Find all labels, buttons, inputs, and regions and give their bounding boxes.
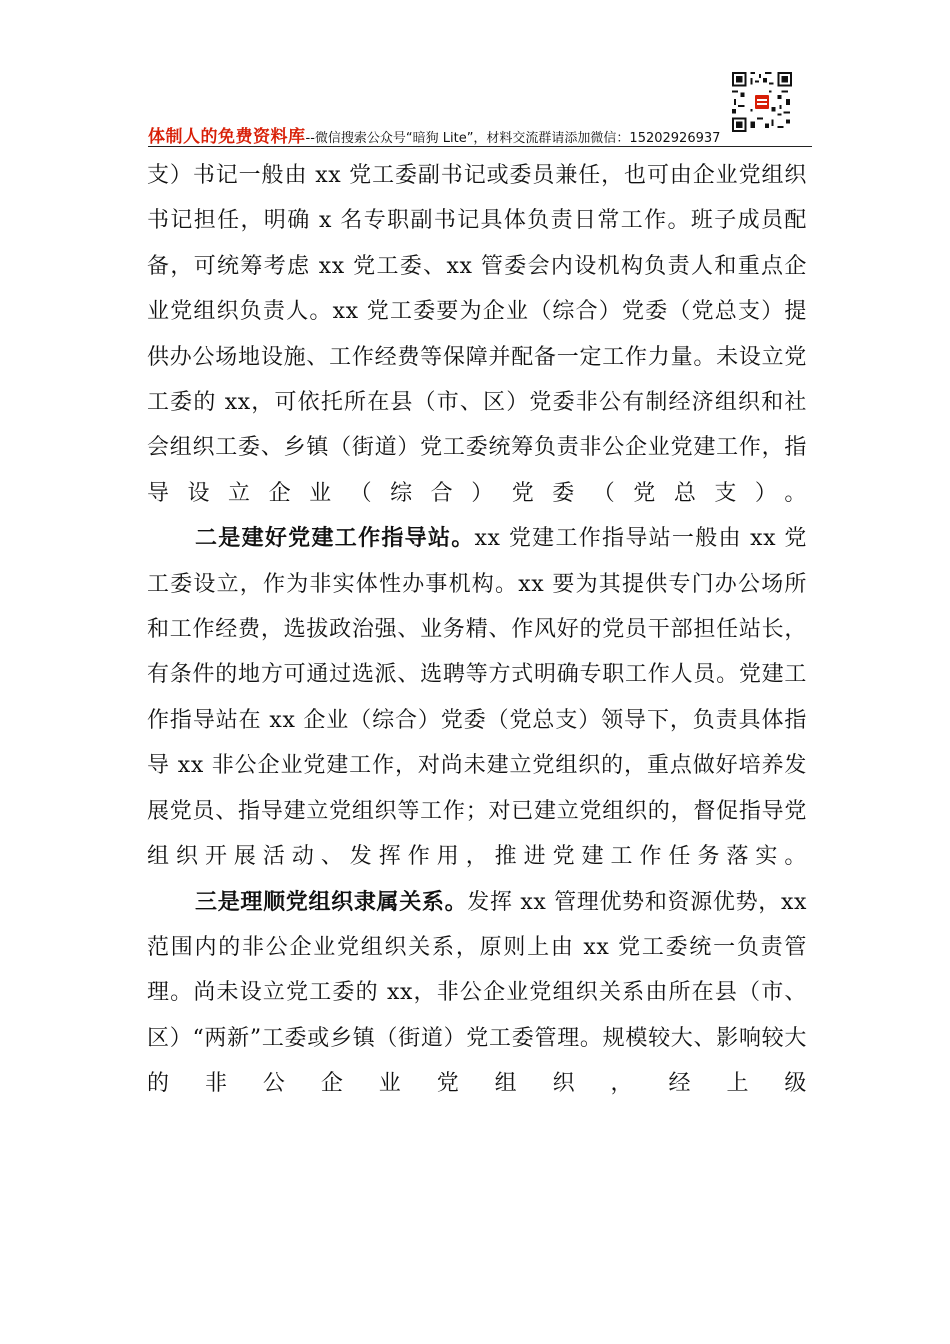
paragraph-1 [147,153,807,516]
document-body [147,153,807,1107]
paragraph-2-text: xx 党建工作指导站一般由 xx 党工委设立，作为非实体性办事机构。xx 要为其提供专门办公场所和工作经费，选拔政治强、业务精、作风好的党员干部担任站长，有条件的地方可通过选派、选聘等方式明确专职工作人员。党建工作指导站在 xx 企业（综合）党委（党总支）领导下，负责具体指导 xx 非公企业党建工作，对尚未建立党组织的，重点做好培养发展党员、指导建立党组织等工作；对已建立党组织的，督促指导党组织开展活动、发挥作用，推进党建工作任务落实。 [147,526,807,870]
paragraph-3 [147,880,807,1107]
paragraph-2-heading: 二是建好党建工作指导站。 [195,525,475,552]
header-brand: 体制人的免费资料库 [148,127,306,147]
page-header [148,122,812,146]
qr-code-icon [732,72,792,132]
header-divider [148,146,812,147]
header-subtitle: --微信搜索公众号“暗狗 Lite”，材料交流群请添加微信：15202926937 [305,131,721,146]
paragraph-2 [147,516,807,879]
paragraph-3-text: 发挥 xx 管理优势和资源优势，xx 范围内的非公企业党组织关系，原则上由 xx 党工委统一负责管理。尚未设立党工委的 xx，非公企业党组织关系由所在县（市、区）“两新”工委或乡镇（街道）党工委管理。规模较大、影响较大的非公企业党组织，经上级 [147,889,807,1097]
paragraph-3-heading: 三是理顺党组织隶属关系。 [195,888,468,915]
paragraph-1-text: 支）书记一般由 xx 党工委副书记或委员兼任，也可由企业党组织书记担任，明确 x 名专职副书记具体负责日常工作。班子成员配备，可统筹考虑 xx 党工委、xx 管委会内设机构负责人和重点企业党组织负责人。xx 党工委要为企业（综合）党委（党总支）提供办公场地设施、工作经费等保障并配备一定工作力量。未设立党工委的 xx，可依托所在县（市、区）党委非公有制经济组织和社会组织工委、乡镇（街道）党工委统筹负责非公企业党建工作，指导设立企业（综合）党委（党总支）。 [147,163,807,506]
